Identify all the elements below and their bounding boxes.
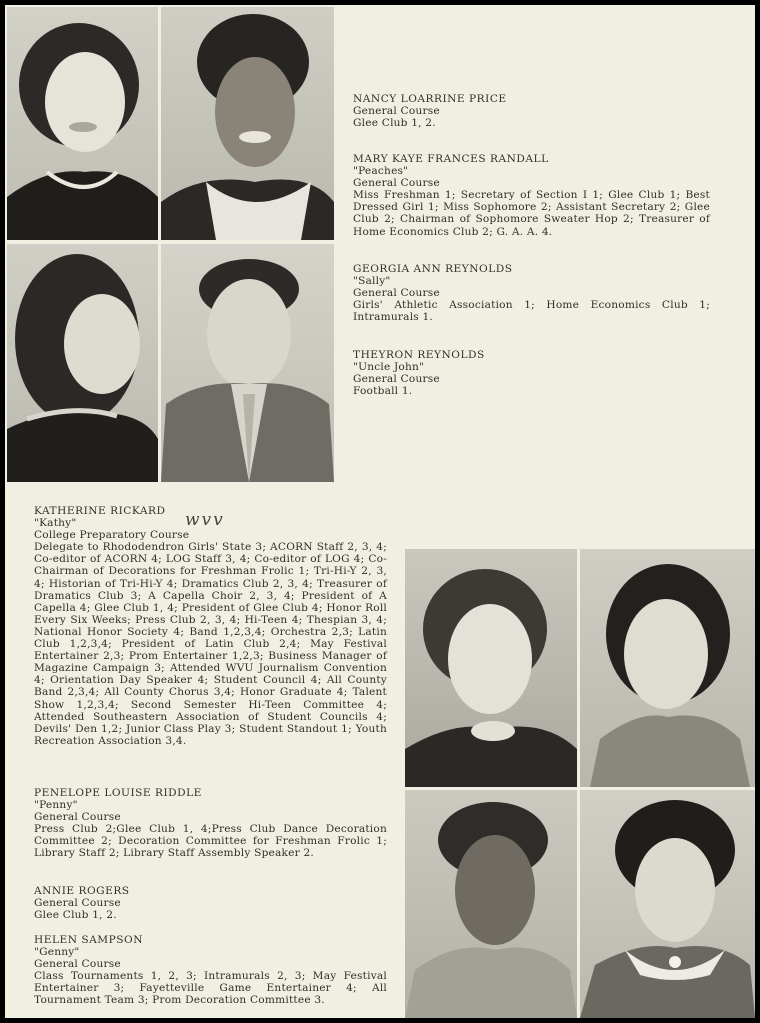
activities: Miss Freshman 1; Secretary of Section I 1; Glee Club 1; Best Dressed Girl 1; Miss Sophomore 2; Assistant Secretary 2; Glee Club 2; Chairman of Sophomore Sweater Hop 2; Treasurer of Home Economics Club 2; G. A. A. 4. bbox=[353, 189, 710, 238]
student-entry-rogers bbox=[34, 885, 130, 921]
student-entry-randall bbox=[353, 153, 710, 238]
student-entry-riddle bbox=[34, 787, 387, 860]
student-name: GEORGIA ANN REYNOLDS bbox=[353, 263, 513, 275]
activities: Press Club 2;Glee Club 1, 4;Press Club Dance Decoration Committee 2; Decoration Committee for Freshman Frolic 1; Library Staff 2; Library Staff Assembly Speaker 2. bbox=[34, 823, 387, 860]
course-line: General Course bbox=[353, 373, 440, 386]
nickname: "Kathy" bbox=[34, 517, 77, 530]
course-line: General Course bbox=[34, 897, 121, 910]
student-name: PENELOPE LOUISE RIDDLE bbox=[34, 787, 202, 799]
nickname: "Sally" bbox=[353, 275, 391, 288]
portrait-photo bbox=[405, 790, 577, 1018]
nickname: "Genny" bbox=[34, 946, 80, 959]
student-name: NANCY LOARRINE PRICE bbox=[353, 93, 507, 105]
portrait-photo bbox=[7, 244, 158, 482]
activities: Delegate to Rhododendron Girls' State 3; ACORN Staff 2, 3, 4; Co-editor of ACORN 4; LOG Staff 3, 4; Co-editor of LOG 4; Co-Chairman of Decorations for Freshman Frolic 1; Tri-Hi-Y 2, 3, 4; Historian of Tri-Hi-Y 4; Dramatics Club 2, 3, 4; Treasurer of Dramatics Club 3; A Capella Choir 2, 3, 4; President of A Capella 4; Glee Club 1, 4; President of Glee Club 4; Honor Roll Every Six Weeks; Press Club 2, 3, 4; Hi-Teen 4; Thespian 3, 4; National Honor Society 4; Band 1,2,3,4; Orchestra 2,3; Latin Club 1,2,3,4; President of Latin Club 2,4; May Festival Entertainer 2,3; Prom Entertainer 1,2,3; Business Manager of Magazine Campaign 3; Attended WVU Journalism Convention 4; Orientation Day Speaker 4; Student Council 4; All County Band 2,3,4; All County Chorus 3,4; Honor Graduate 4; Talent Show 1,2,3,4; Second Semester Hi-Teen Committee 4; Attended Southeastern Association of Student Councils 4; Devils' Den 1,2; Junior Class Play 3; Student Standout 1; Youth Recreation Association 3,4. bbox=[34, 541, 387, 747]
nickname: "Uncle John" bbox=[353, 361, 425, 374]
course-line: General Course bbox=[353, 177, 440, 190]
course-line: College Preparatory Course bbox=[34, 529, 190, 542]
course-line: General Course bbox=[353, 287, 440, 300]
student-entry-sampson bbox=[34, 934, 387, 1007]
portrait-photo bbox=[580, 790, 755, 1018]
activities: Girls' Athletic Association 1; Home Economics Club 1; Intramurals 1. bbox=[353, 299, 710, 324]
student-entry-rickard bbox=[34, 505, 387, 747]
student-name: THEYRON REYNOLDS bbox=[353, 349, 485, 361]
student-name: HELEN SAMPSON bbox=[34, 934, 143, 946]
portrait-photo bbox=[405, 549, 577, 787]
activities-line: Glee Club 1, 2. bbox=[34, 909, 117, 922]
portrait-photo bbox=[580, 549, 755, 787]
portrait-photo bbox=[161, 7, 334, 240]
student-entry-t-reynolds bbox=[353, 349, 485, 397]
course-line: General Course bbox=[34, 811, 121, 824]
student-name: KATHERINE RICKARD bbox=[34, 505, 166, 517]
activities-line: Glee Club 1, 2. bbox=[353, 117, 436, 130]
handwritten-note: wvv bbox=[185, 510, 225, 530]
student-name: ANNIE ROGERS bbox=[34, 885, 130, 897]
activities: Class Tournaments 1, 2, 3; Intramurals 2, 3; May Festival Entertainer 3; Fayetteville Game Entertainer 4; All Tournament Team 3; Prom Decoration Committee 3. bbox=[34, 970, 387, 1007]
student-name: MARY KAYE FRANCES RANDALL bbox=[353, 153, 549, 165]
portrait-photo bbox=[161, 244, 334, 482]
nickname: "Penny" bbox=[34, 799, 78, 812]
course-line: General Course bbox=[34, 958, 121, 971]
course-line: General Course bbox=[353, 105, 440, 118]
student-entry-g-reynolds bbox=[353, 263, 710, 323]
activities-line: Football 1. bbox=[353, 385, 413, 398]
nickname: "Peaches" bbox=[353, 165, 409, 178]
yearbook-page bbox=[5, 5, 755, 1018]
portrait-photo bbox=[7, 7, 158, 240]
student-entry-price bbox=[353, 93, 507, 129]
